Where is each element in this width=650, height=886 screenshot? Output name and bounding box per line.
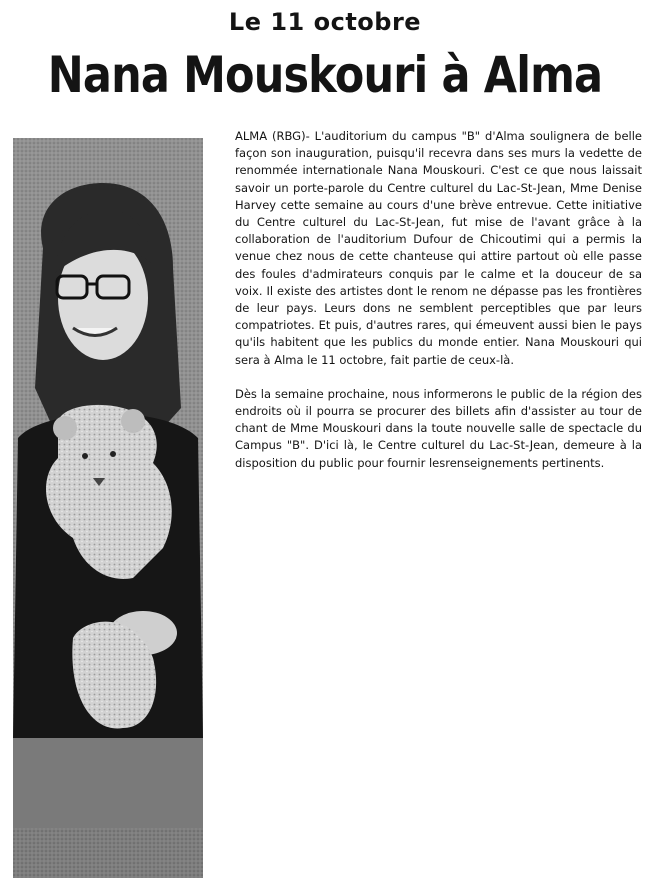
article-dateline: ALMA (RBG)- [235,129,310,143]
article-headline: Nana Mouskouri à Alma [47,46,603,104]
article-photo [13,138,203,878]
article-paragraph-1 [235,128,642,369]
article-paragraph-2: Dès la semaine prochaine, nous informerons le public de la région des endroits où il pourra se procurer des billets afin d'assister au tour de chant de Mme Mouskouri dans la toute nouvelle salle de spectacle du Campus "B". D'ici là, le Centre culturel du Lac-St-Jean, demeure à la disposition du public pour fournir lesrenseignements pertinents. [235,386,642,470]
article-kicker: Le 11 octobre [228,8,422,36]
article-body [235,128,642,489]
article-paragraph-1-text: L'auditorium du campus "B" d'Alma soulignera de belle façon son inauguration, puisqu'il recevra dans ses murs la vedette de renommée internationale Nana Mouskouri. C'est ce que nous laissait savoir un porte-parole du Centre culturel du Lac-St-Jean, Mme Denise Harvey cette semaine au cours d'une brève entrevue. Cette initiative du Centre culturel du Lac-St-Jean, fut mise de l'avant grâce à la collaboration de l'auditorium Dufour de Chicoutimi qui a permis la venue chez nous de cette chanteuse qui attire partout où elle passe des foules d'admirateurs conquis par le calme et la douceur de sa voix. Il existe des artistes dont le renom ne dépasse pas les frontières de leur pays. Leurs dons ne semblent perceptibles que par leurs compatriotes. Et puis, d'autres rares, qui émeuvent aussi bien le pays qu'ils habitent que les publics du monde entier. Nana Mouskouri qui sera à Alma le 11 octobre, fait partie de ceux-là. [235,129,642,367]
